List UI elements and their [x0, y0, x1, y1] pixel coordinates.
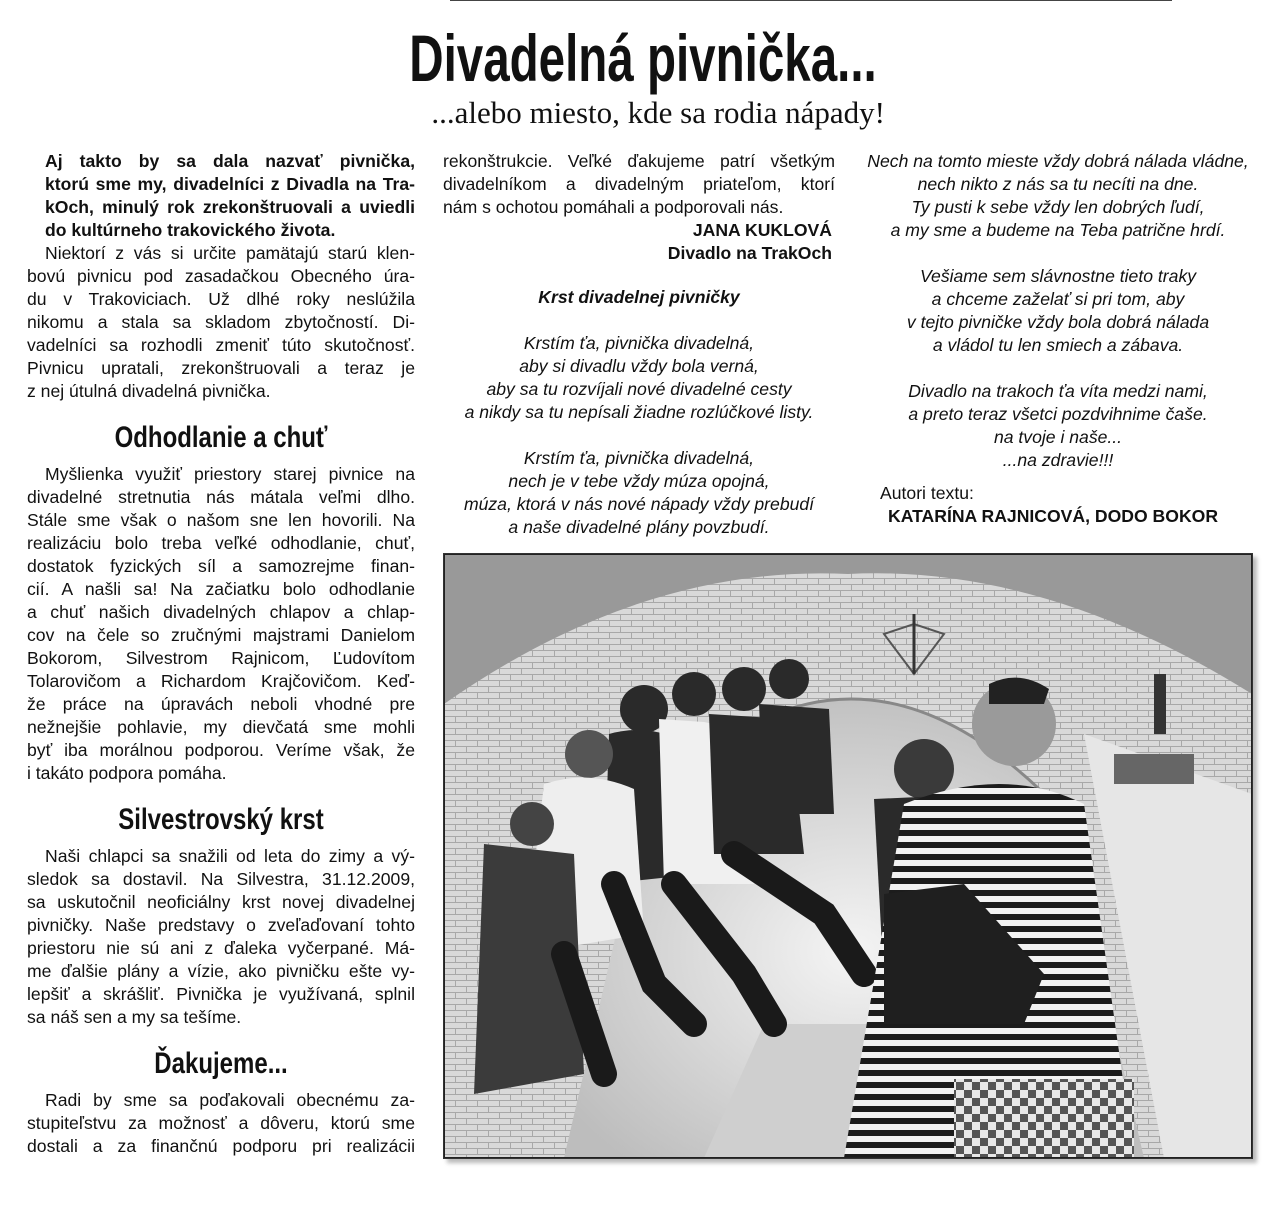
poem-stanza [858, 265, 1258, 357]
section-heading: Odhodlanie a chuť [114, 421, 328, 454]
poem-line: aby si divadlu vždy bola verná, [519, 356, 759, 376]
poem-line: a naše divadelné plány povzbudí. [508, 517, 770, 537]
poem-title: Krst divadelnej pivničky [538, 287, 740, 307]
poem-line: ...na zdravie!!! [1002, 450, 1114, 470]
text-line: lepšiť a skrášliť. Pivnička je využívaná, splnil [27, 984, 415, 1004]
cellar-group-photo [443, 553, 1253, 1159]
group-photo-icon [444, 554, 1252, 1158]
poem-line: múza, ktorá v nás nové nápady vždy prebudí [463, 494, 815, 514]
text-line: Myšlienka využiť priestory starej pivnice na [45, 464, 415, 484]
authors-label: Autori textu: [880, 483, 974, 503]
text-line: sa uskutočnil neoficiálny krst novej divadelnej [27, 892, 415, 912]
author-organization: Divadlo na TrakOch [667, 243, 832, 263]
text-line: divadelné stretnutia nás mátala veľmi dlho. [27, 487, 415, 507]
authors-names: KATARÍNA RAJNICOVÁ, DODO BOKOR [888, 506, 1219, 526]
text-line: Aj takto by sa dala nazvať pivnička, [45, 151, 415, 171]
text-line: priestoru nie sú ani z ďaleka vyčerpané. Má- [27, 938, 415, 958]
poem-line: a my sme a budeme na Teba patrične hrdí. [890, 220, 1226, 240]
poem-line: na tvoje i naše... [993, 427, 1123, 447]
text-line: Stále sme však o našom sne len hovorili. Na [27, 510, 415, 530]
text-line: rekonštrukcie. Veľké ďakujeme patrí všetkým [443, 151, 835, 171]
column-1 [27, 150, 415, 1158]
text-line: kOch, minulý rok zrekonštruovali a uviedli [45, 197, 415, 217]
page-subtitle: ...alebo miesto, kde sa rodia nápady! [431, 95, 885, 130]
column-3 [858, 150, 1258, 528]
poem-stanza [443, 447, 835, 539]
poem-line: Divadlo na trakoch ťa víta medzi nami, [908, 381, 1208, 401]
poem-line: Krstím ťa, pivnička divadelná, [523, 448, 755, 468]
poem-line: Vešiame sem slávnostne tieto traky [919, 266, 1197, 286]
paragraph-2 [27, 463, 415, 785]
column-2 [443, 150, 835, 539]
text-line: vadelníci sa rozhodli zmeniť túto skutočnosť. [27, 335, 415, 355]
poem-stanza [858, 380, 1258, 472]
top-rule [450, 0, 1172, 1]
section-heading: Ďakujeme... [154, 1047, 288, 1080]
text-line: bovú pivnicu pod zasadačkou Obecného úra- [27, 266, 415, 286]
text-line: Naši chlapci sa snažili od leta do zimy a vý- [45, 846, 415, 866]
text-line: ktorú sme my, divadelníci z Divadla na Tra- [45, 174, 415, 194]
text-line: Pivnicu upratali, zrekonštruovali a teraz je [27, 358, 415, 378]
text-line: nežnejšie pohlavie, my dievčatá sme mohli [27, 717, 415, 737]
paragraph-3 [27, 845, 415, 1029]
text-line: dostali a za finančnú podporu pri realizácii [27, 1136, 415, 1156]
text-line: Bokorom, Silvestrom Rajnicom, Ľudovítom [27, 648, 415, 668]
text-line: byť iba morálnou podporou. Veríme však, že [27, 740, 415, 760]
poem-line: Ty pusti k sebe vždy len dobrých ľudí, [911, 197, 1205, 217]
author-name: JANA KUKLOVÁ [692, 220, 832, 240]
text-line: do kultúrneho trakovického života. [45, 220, 336, 240]
text-line: Niektorí z vás si určite pamätajú starú klen- [45, 243, 415, 263]
poem-line: a chceme zaželať si pri tom, aby [931, 289, 1185, 309]
poem-line: v tejto pivničke vždy bola dobrá nálada [906, 312, 1210, 332]
text-line: nikomu a stala sa skladom zbytočností. Di- [27, 312, 415, 332]
poem-line: nech nikto z nás sa tu necíti na dne. [917, 174, 1199, 194]
text-line: stupiteľstvu za možnosť a dôveru, ktorú sme [27, 1113, 415, 1133]
paragraph-continued [443, 150, 835, 219]
lead-paragraph [27, 150, 415, 242]
text-line: Tolarovičom a Richardom Krajčovičom. Keď- [27, 671, 415, 691]
text-line: dostatok fyzických síl a samozrejme finan- [27, 556, 415, 576]
text-line: sa náš sen a my sa tešíme. [27, 1007, 242, 1027]
text-line: pivničky. Naše predstavy o zveľaďovaní tohto [27, 915, 415, 935]
text-line: me ďalšie plány a vízie, ako pivničku ešte vy- [27, 961, 415, 981]
text-line: a chuť našich divadelných chlapov a chlap- [27, 602, 415, 622]
text-line: z nej útulná divadelná pivnička. [27, 381, 271, 401]
poem-line: Krstím ťa, pivnička divadelná, [523, 333, 755, 353]
poem-line: a nikdy sa tu nepísali žiadne rozlúčkové listy. [464, 402, 814, 422]
text-line: du v Trakoviciach. Už dlhé roky neslúžila [27, 289, 415, 309]
text-line: Radi by sme sa poďakovali obecnému za- [45, 1090, 415, 1110]
poem-line: nech je v tebe vždy múza opojná, [508, 471, 770, 491]
section-heading: Silvestrovský krst [118, 803, 324, 836]
poem-line: aby sa tu rozvíjali nové divadelné cesty [486, 379, 792, 399]
text-line: nám s ochotou pomáhali a podporovali nás. [443, 197, 784, 217]
text-line: i takáto podpora pomáha. [27, 763, 227, 783]
text-line: cov na čele so zručnými majstrami Danielom [27, 625, 415, 645]
poem-line: a preto teraz všetci pozdvihnime čaše. [908, 404, 1208, 424]
text-line: divadelníkom a divadelným priateľom, ktorí [443, 174, 835, 194]
text-line: sledok sa dostavil. Na Silvestra, 31.12.2009, [27, 869, 415, 889]
paragraph-1 [27, 242, 415, 403]
poem-stanza [858, 150, 1258, 242]
poem-line: Nech na tomto mieste vždy dobrá nálada vládne, [867, 151, 1249, 171]
page-title: Divadelná pivnička... [409, 21, 877, 95]
poem-line: a vládol tu len smiech a zábava. [932, 335, 1184, 355]
text-line: realizáciu bolo treba veľké odhodlanie, chuť, [27, 533, 415, 553]
text-line: cií. A našli sa! Na začiatku bolo odhodlanie [27, 579, 415, 599]
poem-stanza [443, 332, 835, 424]
text-line: že práce na úpravách neboli vhodné pre [27, 694, 415, 714]
paragraph-4 [27, 1089, 415, 1158]
